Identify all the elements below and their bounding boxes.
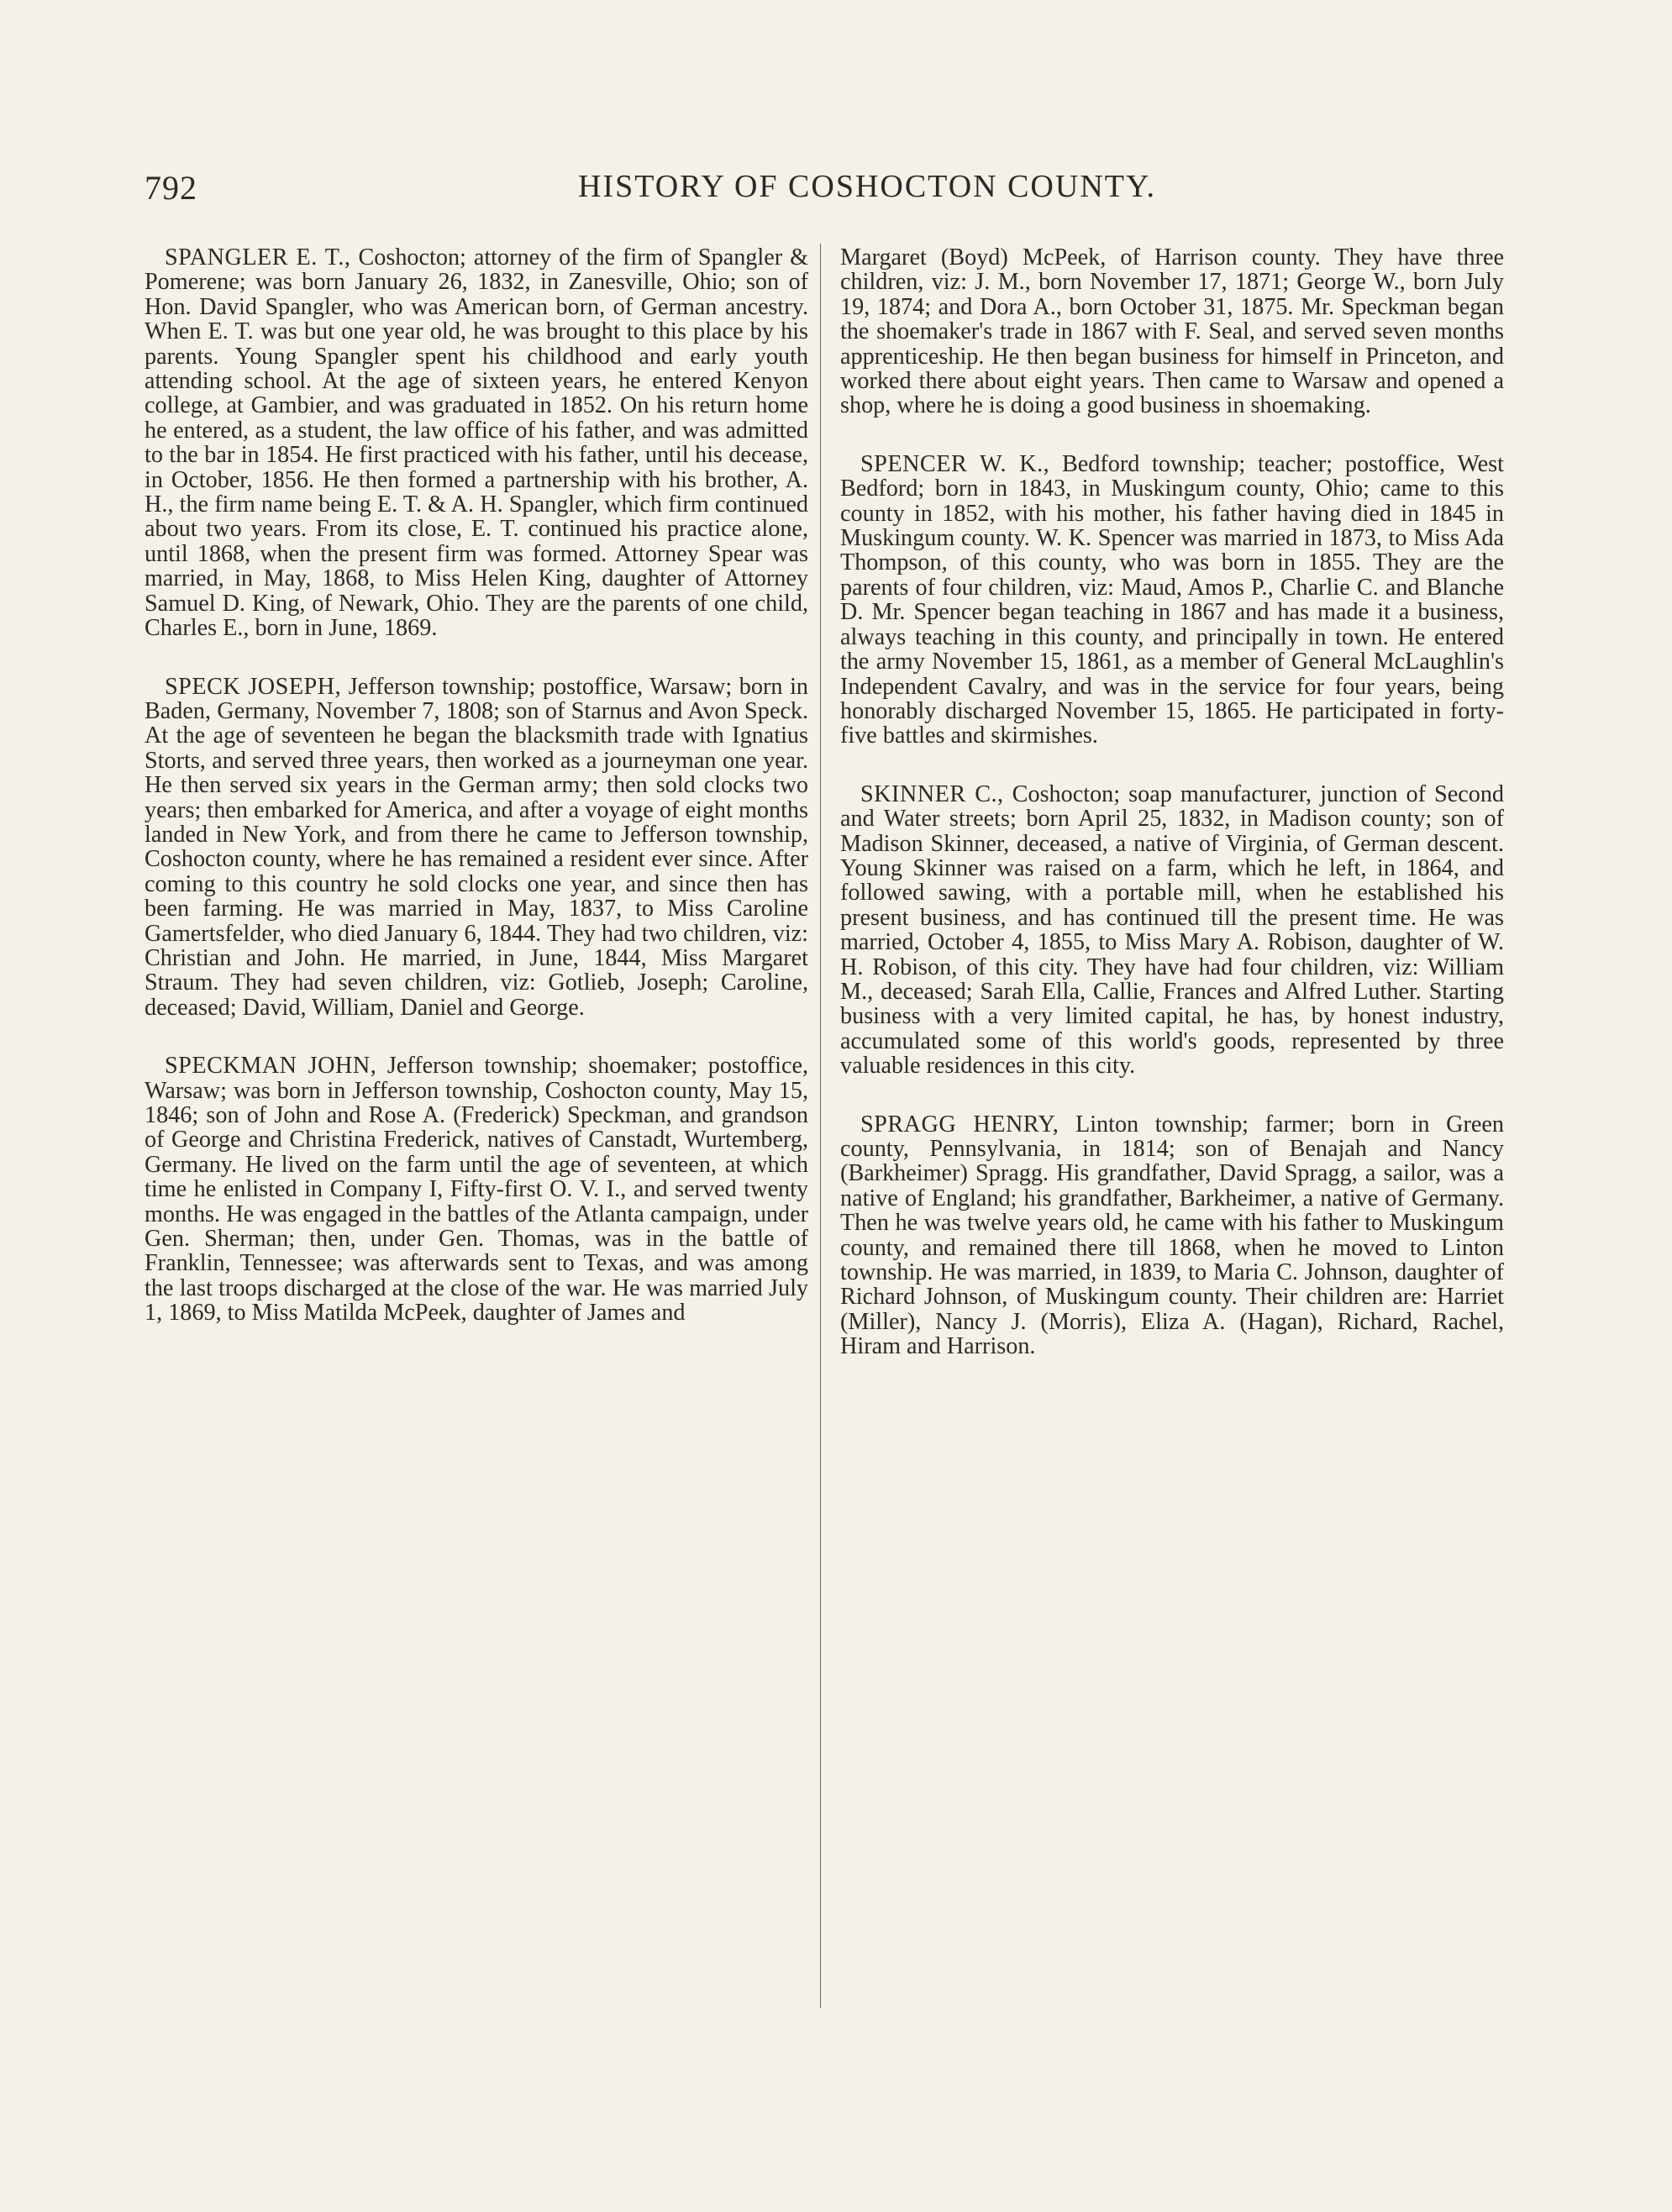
entry-speckman: [145, 1053, 808, 1325]
entry-spangler: [145, 245, 808, 641]
entry-name: SKINNER C.,: [860, 780, 1004, 807]
entry-skinner: [840, 782, 1504, 1079]
entry-name: SPANGLER E. T.,: [165, 244, 351, 271]
page-title: HISTORY OF COSHOCTON COUNTY.: [577, 169, 1157, 204]
entry-text: Coshocton; attorney of the firm of Spangler & Pomerene; was born January 26, 1832, in Zanesville, Ohio; son of Hon. David Spangler, who was American born, of German ancestry. When E. T. was but one year old, he was brought to this place by his parents. Young Spangler spent his childhood and early youth attending school. At the age of sixteen years, he entered Kenyon college, at Gambier, and was graduated in 1852. On his return home he entered, as a student, the law office of his father, and was admitted to the bar in 1854. He first practiced with his father, until his decease, in October, 1856. He then formed a partnership with his brother, A. H., the firm name being E. T. & A. H. Spangler, which firm continued about two years. From its close, E. T. continued his practice alone, until 1868, when the present firm was formed. Attorney Spear was married, in May, 1868, to Miss Helen King, daughter of Attorney Samuel D. King, of Newark, Ohio. They are the parents of one child, Charles E., born in June, 1869.: [145, 244, 809, 642]
entry-name: SPRAGG HENRY,: [860, 1111, 1059, 1138]
entry-spencer: [840, 452, 1504, 749]
entry-name: SPECK JOSEPH,: [165, 673, 342, 700]
page-header: [145, 168, 1590, 218]
entry-name: SPENCER W. K.,: [860, 450, 1050, 477]
entry-text: Jefferson township; postoffice, Warsaw; born in Baden, Germany, November 7, 1808; son of Starnus and Avon Speck. At the age of seventeen he began the blacksmith trade with Ignatius Storts, and served three years, then worked as a journeyman one year. He then served six years in the German army; then sold clocks two years; then embarked for America, and after a voyage of eight months landed in New York, and from there he came to Jefferson township, Coshocton county, where he has remained a resident ever since. After coming to this country he sold clocks one year, and since then has been farming. He was married in May, 1837, to Miss Caroline Gamertsfelder, who died January 6, 1844. They had two children, viz: Christian and John. He married, in June, 1844, Miss Margaret Straum. They had seven children, viz: Gotlieb, Joseph; Caroline, deceased; David, William, Daniel and George.: [145, 673, 808, 1021]
right-column: [840, 245, 1504, 1393]
entry-text: Coshocton; soap manufacturer, junction of Second and Water streets; born April 25, 1832, in Madison county; son of Madison Skinner, deceased, a native of Virginia, of German descent. Young Skinner was raised on a farm, which he left, in 1864, and followed sawing, with a portable mill, when he established his present business, and has continued till the present time. He was married, October 4, 1855, to Miss Mary A. Robison, daughter of W. H. Robison, of this city. They have had four children, viz: William M., deceased; Sarah Ella, Callie, Frances and Alfred Luther. Starting business with a very limited capital, he has, by honest industry, accumulated some of this world's goods, represented by three valuable residences in this city.: [840, 780, 1505, 1080]
column-divider: [820, 244, 821, 2008]
entry-text: Jefferson township; shoemaker; postoffice, Warsaw; was born in Jefferson township, Coshocton county, May 15, 1846; son of John and Rose A. (Frederick) Speckman, and grandson of George and Christina Frederick, natives of Canstadt, Wurtemberg, Germany. He lived on the farm until the age of seventeen, at which time he enlisted in Company I, Fifty-first O. V. I., and served twenty months. He was engaged in the battles of the Atlanta campaign, under Gen. Sherman; then, under Gen. Thomas, was in the battle of Franklin, Tennessee; was afterwards sent to Texas, and was among the last troops discharged at the close of the war. He was married July 1, 1869, to Miss Matilda McPeek, daughter of James and: [145, 1053, 809, 1327]
entry-spragg: [840, 1112, 1504, 1359]
entry-speckman-continued: [840, 245, 1504, 418]
left-column: [145, 245, 808, 1359]
entry-text: Margaret (Boyd) McPeek, of Harrison county. They have three children, viz: J. M., born November 17, 1871; George W., born July 19, 1874; and Dora A., born October 31, 1875. Mr. Speckman began the shoemaker's trade in 1867 with F. Seal, and served seven months apprenticeship. He then began business for himself in Princeton, and worked there about eight years. Then came to Warsaw and opened a shop, where he is doing a good business in shoemaking.: [840, 244, 1504, 419]
entry-text: Bedford township; teacher; postoffice, West Bedford; born in 1843, in Muskingum county, Ohio; came to this county in 1852, with his mother, his father having died in 1845 in Muskingum county. W. K. Spencer was married in 1873, to Miss Ada Thompson, of this county, who was born in 1855. They are the parents of four children, viz: Maud, Amos P., Charlie C. and Blanche D. Mr. Spencer began teaching in 1867 and has made it a business, always teaching in this county, and principally in town. He entered the army November 15, 1861, as a member of General McLaughlin's Independent Cavalry, and was in the service for four years, being honorably discharged November 15, 1865. He participated in forty-five battles and skirmishes.: [840, 450, 1504, 749]
entry-text: Linton township; farmer; born in Green county, Pennsylvania, in 1814; son of Benajah and Nancy (Barkheimer) Spragg. His grandfather, David Spragg, a sailor, was a native of England; his grandfather, Barkheimer, a native of Germany. Then he was twelve years old, he came with his father to Muskingum county, and remained there till 1868, when he moved to Linton township. He was married, in 1839, to Maria C. Johnson, daughter of Richard Johnson, of Muskingum county. Their children are: Harriet (Miller), Nancy J. (Morris), Eliza A. (Hagan), Richard, Rachel, Hiram and Harrison.: [840, 1111, 1505, 1360]
entry-name: SPECKMAN JOHN,: [165, 1053, 377, 1080]
page-number: 792: [145, 169, 197, 207]
entry-speck: [145, 675, 808, 1021]
